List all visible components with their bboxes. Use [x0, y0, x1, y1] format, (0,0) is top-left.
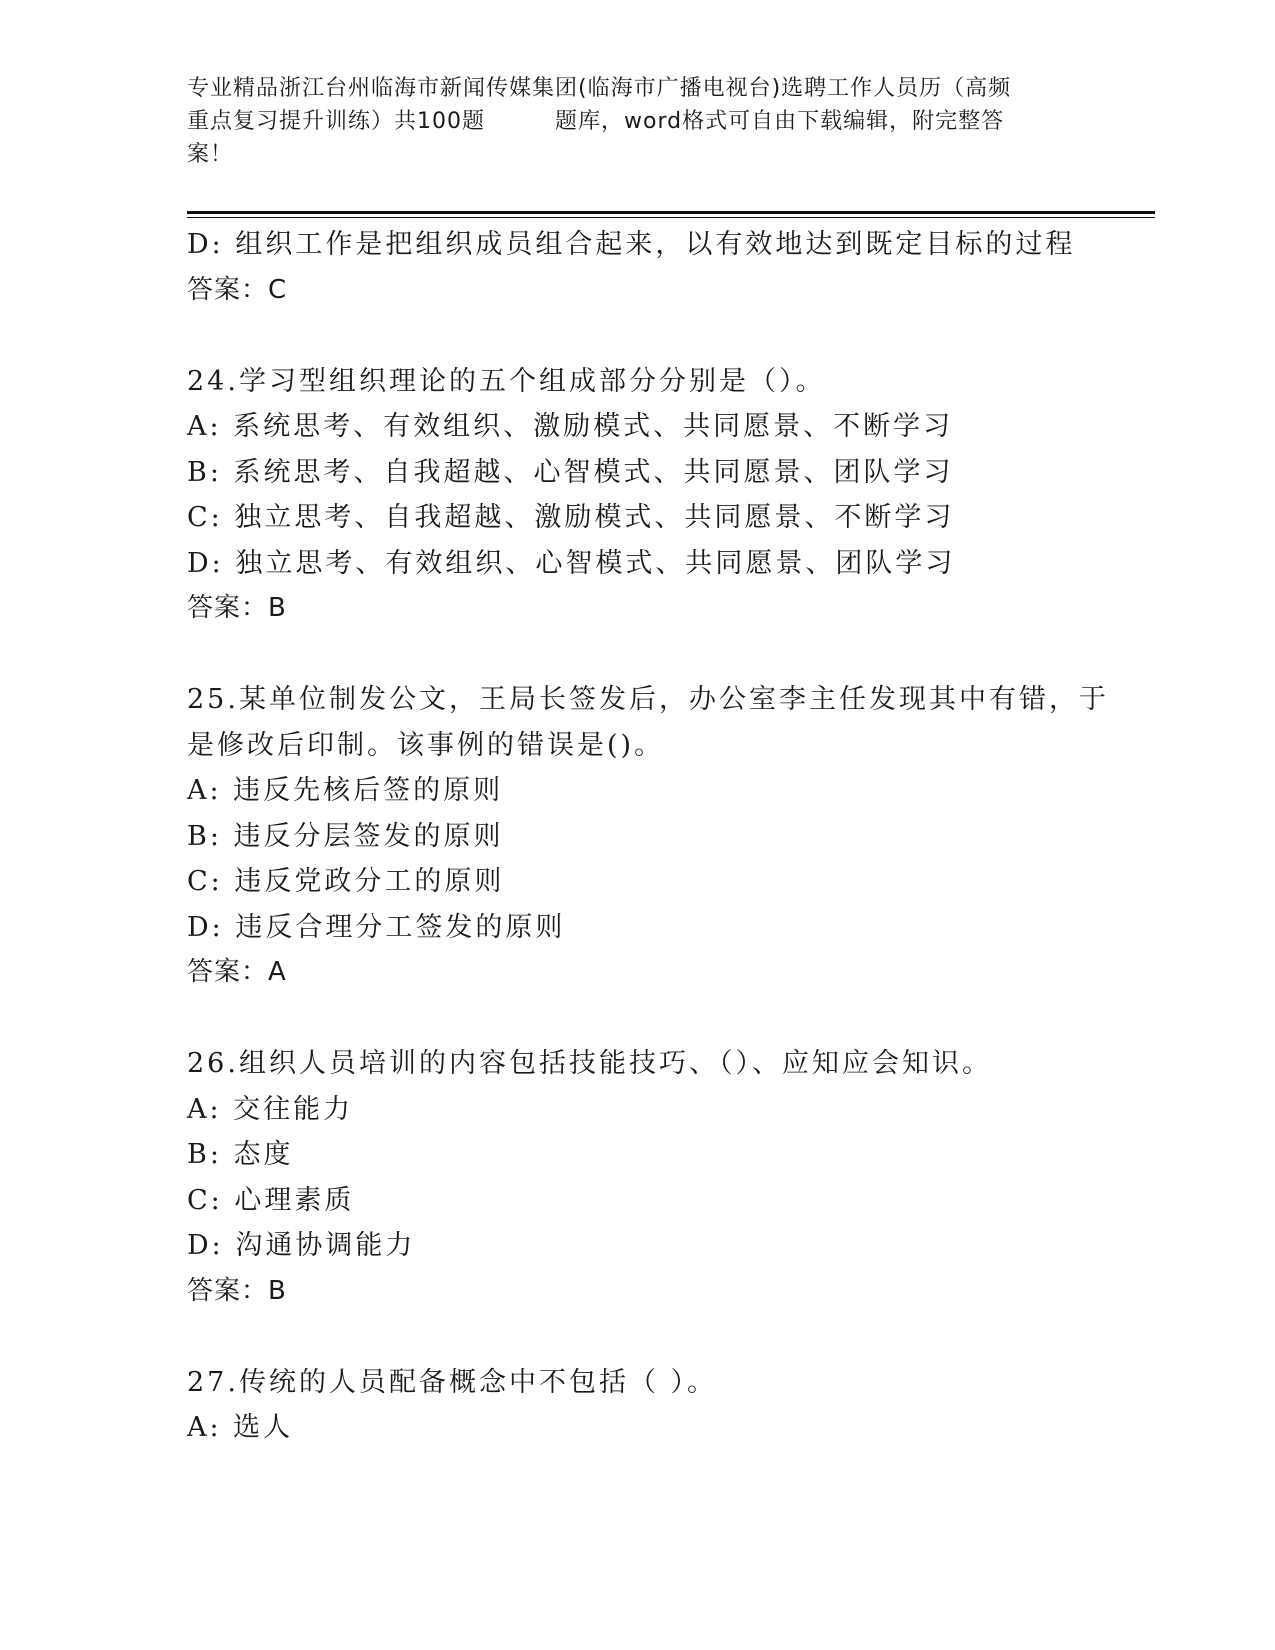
option-b: B: 系统思考、自我超越、心智模式、共同愿景、团队学习: [187, 456, 954, 488]
previous-question-tail: [187, 222, 1107, 313]
question-26: [187, 1041, 1107, 1314]
question-list: [187, 222, 1107, 1451]
header-divider-thick: [187, 211, 1155, 214]
answer-line: 答案：B: [187, 1275, 287, 1306]
option-d: D: 独立思考、有效组织、心智模式、共同愿景、团队学习: [187, 547, 956, 579]
document-header: [187, 72, 1087, 171]
option-a: A: 系统思考、有效组织、激励模式、共同愿景、不断学习: [187, 411, 954, 442]
option-c: C: 独立思考、自我超越、激励模式、共同愿景、不断学习: [187, 502, 955, 533]
option-a: A: 选人: [187, 1412, 294, 1443]
question-25: [187, 677, 1107, 996]
option-c: C: 心理素质: [187, 1184, 355, 1216]
header-line-3: 案！: [187, 142, 234, 167]
header-line-2-part-b: 题库，word格式可自由下载编辑，附完整答: [555, 109, 1005, 134]
header-line-2: [187, 105, 1087, 138]
question-stem: 26.组织人员培训的内容包括技能技巧、（）、应知应会知识。: [187, 1048, 992, 1079]
option-d: D: 组织工作是把组织成员组合起来，以有效地达到既定目标的过程: [187, 229, 1076, 260]
answer-line: 答案：B: [187, 593, 287, 623]
header-divider-thin: [187, 217, 1155, 218]
question-stem: 24.学习型组织理论的五个组成部分分别是（）。: [187, 365, 826, 397]
question-stem-line-1: 25.某单位制发公文，王局长签发后，办公室李主任发现其中有错，于: [187, 684, 1109, 715]
header-line-2-part-a: 重点复习提升训练）共100题: [187, 109, 485, 134]
option-a: A: 违反先核后签的原则: [187, 775, 504, 806]
question-27: [187, 1360, 1107, 1451]
option-d: D: 违反合理分工签发的原则: [187, 911, 566, 943]
option-d: D: 沟通协调能力: [187, 1230, 416, 1261]
option-b: B: 态度: [187, 1139, 294, 1170]
question-24: [187, 359, 1107, 632]
answer-line: 答案：C: [187, 274, 288, 305]
option-c: C: 违反党政分工的原则: [187, 866, 505, 897]
option-a: A: 交往能力: [187, 1093, 354, 1125]
question-stem: 27.传统的人员配备概念中不包括（ ）。: [187, 1366, 718, 1398]
header-line-1: 专业精品浙江台州临海市新闻传媒集团(临海市广播电视台)选聘工作人员历（高频: [187, 76, 1012, 101]
answer-line: 答案：A: [187, 957, 287, 987]
option-b: B: 违反分层签发的原则: [187, 820, 504, 852]
question-stem-line-2: 是修改后印制。该事例的错误是()。: [187, 729, 665, 761]
